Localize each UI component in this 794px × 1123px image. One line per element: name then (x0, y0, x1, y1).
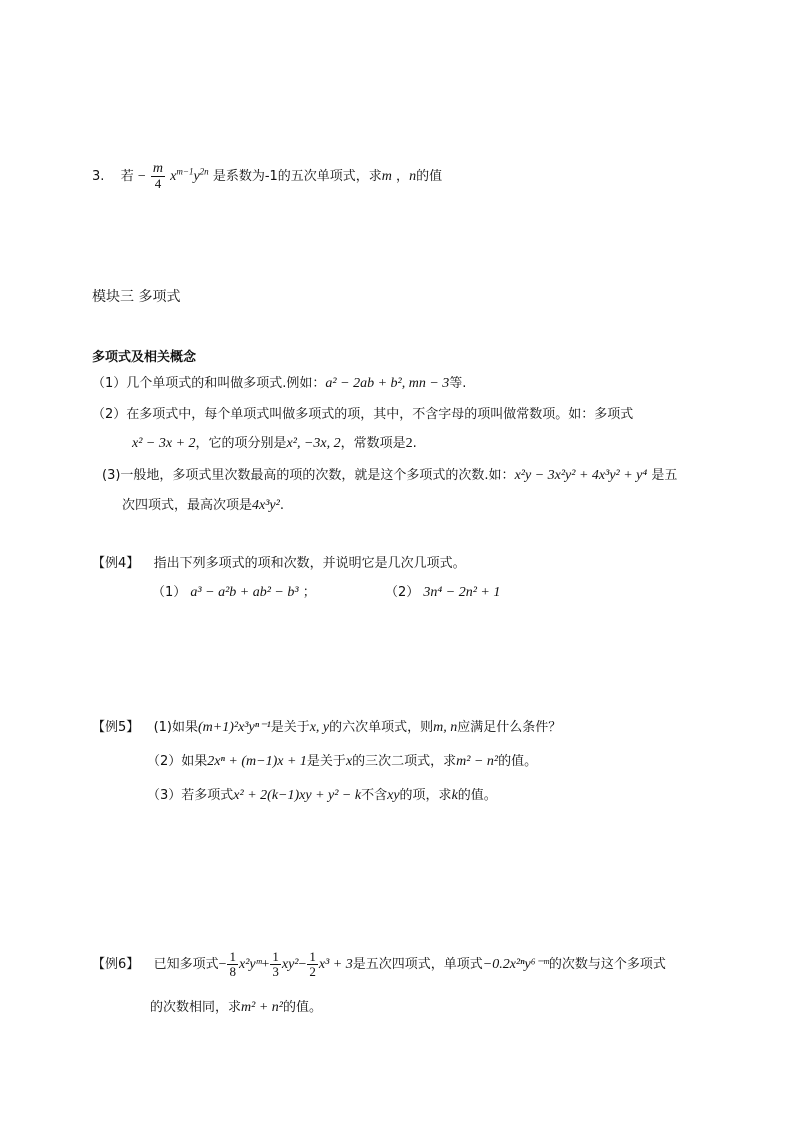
item-text: 次四项式，最高次项是 (122, 498, 253, 513)
item-label: （2） (147, 754, 182, 769)
fraction-numerator: 1 (272, 949, 279, 964)
target-math: m² − n² (456, 754, 499, 769)
fraction-denominator: 8 (229, 964, 236, 979)
item-text: 不含 (361, 788, 388, 803)
item-text: 如果 (171, 720, 198, 735)
item-text: 已知多项式 (153, 957, 219, 972)
item-text: 是五次四项式，单项式 (352, 957, 483, 972)
item-end: 等. (449, 376, 467, 391)
item-text: 如果 (181, 754, 208, 769)
fraction-denominator: 2 (309, 964, 316, 979)
fraction-numerator: 1 (309, 949, 316, 964)
example-5-item-3 (147, 786, 497, 806)
vars-math: x, y (309, 720, 330, 735)
item-text: 的六次单项式，则 (329, 720, 434, 735)
example-label: 【例4】 (92, 556, 140, 571)
concept-item-2 (92, 405, 633, 425)
minus-sign: − (137, 169, 146, 184)
item-text: 的项，求 (399, 788, 452, 803)
item-text: 的三次二项式，求 (352, 754, 457, 769)
fraction-denominator: 3 (272, 964, 279, 979)
example-4-item-2 (385, 583, 500, 603)
monomial-x (170, 166, 194, 184)
term-math: xy² (281, 957, 299, 972)
item-mid2: ，常数项是 (340, 436, 406, 451)
fraction-1-3 (270, 950, 281, 979)
item-text: 的值。 (498, 754, 538, 769)
term-math: x²yᵐ (238, 957, 262, 972)
fraction-numerator: 1 (229, 949, 236, 964)
var-math: xy (387, 788, 400, 803)
fraction-numerator: m (152, 161, 164, 176)
example-6-cont (150, 998, 322, 1018)
item-text: 的值。 (457, 788, 497, 803)
question-3 (92, 162, 442, 191)
var-y: y (193, 169, 200, 184)
example-label: 【例6】 (92, 957, 140, 972)
question-end: 的值 (416, 169, 443, 184)
example-math: x²y − 3x²y² + 4x³y² + y⁴ (514, 468, 648, 483)
item-label: （2） (92, 407, 127, 422)
example-6 (92, 950, 666, 980)
polynomial-math: a³ − a²b + ab² − b³ (190, 585, 299, 600)
item-end: . (279, 498, 284, 513)
question-text: 是系数为-1的五次单项式，求 (212, 169, 382, 184)
term-math: x³ + 3 (318, 957, 353, 972)
section-heading: 多项式及相关概念 (92, 350, 197, 365)
minus-sign: − (298, 957, 307, 972)
var-math: k (451, 788, 458, 803)
example-4-item-1 (152, 583, 316, 603)
item-text: 一般地，多项式里次数最高的项的次数，就是这个多项式的次数.如： (120, 468, 515, 483)
fraction-1-8 (227, 950, 238, 979)
concept-item-3 (102, 466, 677, 486)
plus-sign: + (261, 957, 270, 972)
question-prefix: 若 (120, 169, 134, 184)
constant-term: 2 (405, 436, 413, 451)
polynomial-math: x² + 2(k−1)xy + y² − k (233, 788, 362, 803)
item-end: . (412, 436, 417, 451)
var-math: x (345, 754, 353, 769)
terms-math: x², −3x, 2 (286, 436, 341, 451)
concept-item-1 (92, 374, 466, 394)
monomial-math: −0.2x²ⁿy⁶⁻ᵐ (482, 957, 549, 972)
separator: ； (302, 585, 316, 600)
minus-sign: − (218, 957, 227, 972)
item-text: 应满足什么条件？ (457, 720, 562, 735)
item-mid: ，它的项分别是 (195, 436, 287, 451)
item-text: 在多项式中，每个单项式叫做多项式的项，其中，不含字母的项叫做常数项。如：多项式 (126, 407, 634, 422)
fraction-denominator: 4 (154, 176, 162, 191)
exp-x: m−1 (176, 166, 194, 177)
question-number: 3. (92, 169, 105, 184)
item-text: 的次数相同，求 (150, 1000, 242, 1015)
example-math: a² − 2ab + b², mn − 3 (325, 376, 450, 391)
target-math: m² + n² (241, 1000, 283, 1015)
item-label: （1） (152, 585, 187, 600)
item-label: （2） (385, 585, 420, 600)
item-text: 是关于 (306, 754, 346, 769)
var-n: n (409, 169, 417, 184)
fraction-m-over-4 (151, 162, 165, 191)
example-text: 指出下列多项式的项和次数，并说明它是几次几项式。 (153, 556, 466, 571)
concept-item-3-cont (122, 496, 284, 516)
monomial-y (193, 166, 209, 184)
polynomial-math: 2xⁿ + (m−1)x + 1 (207, 754, 307, 769)
item-text: 若多项式 (181, 788, 234, 803)
item-end: 是五 (651, 468, 678, 483)
monomial-math: (m+1)²x³yⁿ⁻¹ (198, 720, 271, 735)
exp-y: 2n (199, 166, 209, 177)
example-5-item-1 (92, 718, 561, 738)
item-label: (1) (153, 720, 172, 735)
item-label: (3) (102, 468, 121, 483)
example-label: 【例5】 (92, 720, 140, 735)
fraction-1-2 (307, 950, 318, 979)
item-text: 几个单项式的和叫做多项式.例如： (126, 376, 326, 391)
concept-item-2-cont (132, 434, 417, 454)
polynomial-math: 3n⁴ − 2n² + 1 (423, 585, 501, 600)
highest-term-math: 4x³y² (252, 498, 280, 513)
item-text: 是关于 (270, 720, 310, 735)
item-text: 的值。 (282, 1000, 322, 1015)
example-math: x² − 3x + 2 (132, 436, 196, 451)
example-5-item-2 (147, 752, 537, 772)
example-4 (92, 554, 466, 574)
item-label: （3） (147, 788, 182, 803)
var-m: m (381, 169, 392, 184)
item-text: 的次数与这个多项式 (548, 957, 666, 972)
module-title: 模块三 多项式 (92, 289, 181, 305)
comma: ， (396, 169, 410, 184)
item-label: （1） (92, 376, 127, 391)
vars-math: m, n (433, 720, 458, 735)
var-x: x (170, 169, 177, 184)
